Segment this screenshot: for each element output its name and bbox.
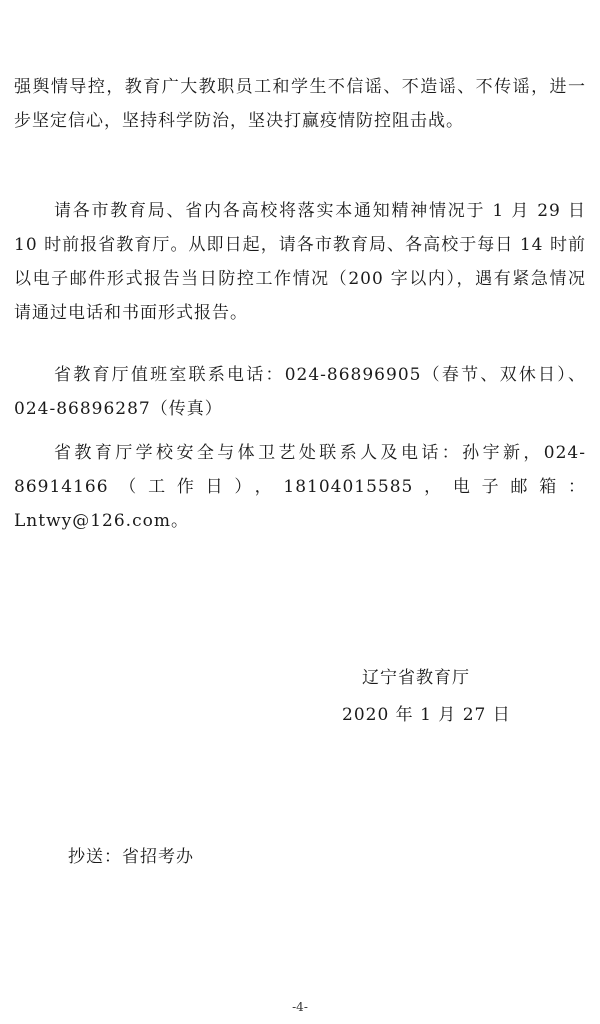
paragraph-duty-phone: 省教育厅值班室联系电话：024-86896905（春节、双休日）、024-86896287（传真）: [14, 365, 586, 419]
paragraph-2: 请各市教育局、省内各高校将落实本通知精神情况于 1 月 29 日 10 时前报省教育厅。从即日起，请各市教育局、各高校于每日 14 时前以电子邮件形式报告当日防控工作情况（200 字以内），遇有紧急情况请通过电话和书面形式报告。: [14, 201, 586, 323]
signature-org: 辽宁省教育厅: [362, 668, 470, 688]
signature-date: 2020 年 1 月 27 日: [342, 705, 511, 725]
paragraph-1: 强舆情导控，教育广大教职员工和学生不信谣、不造谣、不传谣，进一步坚定信心，坚持科学防治，坚决打赢疫情防控阻击战。: [14, 77, 586, 131]
paragraph-contact: 省教育厅学校安全与体卫艺处联系人及电话：孙宇新，024-86914166（工作日），18104015585，电子邮箱：Lntwy@126.com。: [14, 443, 586, 531]
page-number: -4-: [292, 1000, 308, 1014]
cc-line: 抄送：省招考办: [68, 847, 194, 867]
